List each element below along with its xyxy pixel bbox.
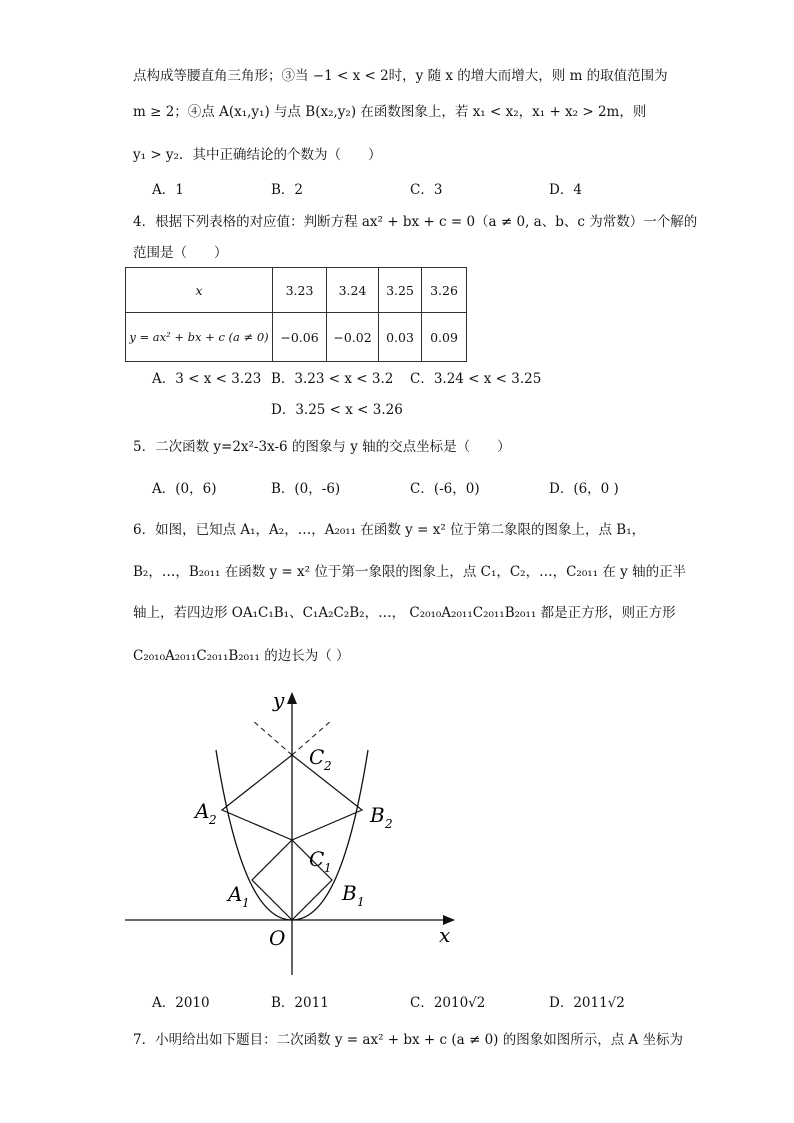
label-a1: A [228,882,243,906]
q6-line-2: B₂，…，B₂₀₁₁ 在函数 y = x² 位于第一象限的图象上，点 C₁，C₂，…，C₂₀₁₁ 在 y 轴的正半 [133,564,687,580]
table-row [126,268,467,313]
table-row [126,313,467,362]
label-b1-sub: 1 [357,895,365,909]
table-cell: −0.02 [327,313,379,362]
label-b1: B [342,881,357,905]
table-cell: 3.25 [379,268,422,313]
table-cell: 3.26 [422,268,467,313]
label-c1: C [309,847,325,871]
table-cell: 0.09 [422,313,467,362]
y-axis-label: y [273,688,285,712]
label-c2-sub: 2 [324,759,332,773]
table-row-label-y: y = ax² + bx + c (a ≠ 0) [126,313,273,362]
q3-line-2: m ≥ 2；④点 A(x₁,y₁) 与点 B(x₂,y₂) 在函数图象上，若 x₁ < x₂，x₁ + x₂ > 2m，则 [133,104,647,120]
label-b2-sub: 2 [385,817,393,831]
q6-line-4: C₂₀₁₀A₂₀₁₁C₂₀₁₁B₂₀₁₁ 的边长为（ ） [133,648,350,664]
q3-option-a: A．1 [152,182,184,198]
q6-option-d: D．2011√2 [549,995,625,1011]
q6-option-c: C．2010√2 [410,995,486,1011]
label-a1-sub: 1 [242,896,250,910]
q5-option-d: D．(6，0 ) [549,481,619,497]
q3-line-3: y₁ > y₂．其中正确结论的个数为（ ） [133,147,382,163]
q5-option-a: A．(0，6) [152,481,217,497]
q3-line-1: 点构成等腰直角三角形；③当 −1 < x < 2时，y 随 x 的增大而增大，则 m 的取值范围为 [133,68,668,84]
parabola-squares-figure [125,680,465,985]
q4-option-a: A．3 < x < 3.23 [152,371,262,387]
y-axis-arrow [287,692,297,704]
label-c1-sub: 1 [324,861,332,875]
q4-option-c: C．3.24 < x < 3.25 [410,371,542,387]
q4-line-2: 范围是（ ） [133,245,228,261]
q6-option-a: A．2010 [152,995,210,1011]
q3-option-d: D．4 [549,182,582,198]
q4-line-1: 4．根据下列表格的对应值：判断方程 ax² + bx + c = 0（a ≠ 0, a、b、c 为常数）一个解的 [133,214,698,230]
label-a2-sub: 2 [209,813,217,827]
table-cell: −0.06 [273,313,327,362]
q5-option-b: B．(0，-6) [271,481,341,497]
origin-label: O [269,926,286,950]
q6-line-1: 6．如图，已知点 A₁，A₂，…，A₂₀₁₁ 在函数 y = x² 位于第二象限的图象上，点 B₁， [133,522,646,538]
q6-line-3: 轴上，若四边形 OA₁C₁B₁、C₁A₂C₂B₂，…， C₂₀₁₀A₂₀₁₁C₂₀₁₁B₂₀₁₁ 都是正方形，则正方形 [133,605,676,621]
q4-value-table [125,267,467,362]
table-cell: 0.03 [379,313,422,362]
q4-option-b: B．3.23 < x < 3.2 [271,371,394,387]
q3-option-c: C．3 [410,182,443,198]
table-row-label-x: x [126,268,273,313]
table-cell: 3.24 [327,268,379,313]
q7-line-1: 7．小明给出如下题目：二次函数 y = ax² + bx + c (a ≠ 0) 的图象如图所示，点 A 坐标为 [133,1032,684,1048]
dashed-extension-left [252,720,292,755]
label-a2: A [195,799,210,823]
q3-option-b: B．2 [271,182,304,198]
label-b2: B [370,803,385,827]
q4-option-d: D．3.25 < x < 3.26 [271,402,403,418]
q6-option-b: B．2011 [271,995,329,1011]
table-cell: 3.23 [273,268,327,313]
q5-line-1: 5．二次函数 y=2x²-3x-6 的图象与 y 轴的交点坐标是（ ） [133,439,511,455]
q5-option-c: C．(-6，0) [410,481,480,497]
label-c2: C [309,745,325,769]
x-axis-label: x [439,923,451,947]
